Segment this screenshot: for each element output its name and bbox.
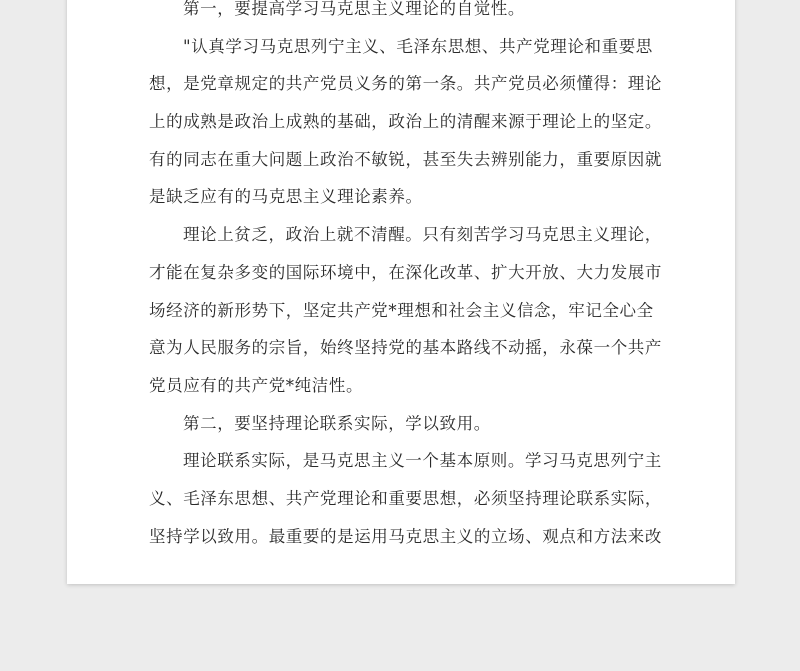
paragraph-line: 理论上贫乏，政治上就不清醒。只有刻苦学习马克思主义理论， [183,225,662,245]
paragraph-line: 义、毛泽东思想、共产党理论和重要思想，必须坚持理论联系实际， [149,488,662,508]
paragraph-line: 意为人民服务的宗旨，始终坚持党的基本路线不动摇，永葆一个共产 [149,338,662,358]
paragraph-line: 上的成熟是政治上成熟的基础，政治上的清醒来源于理论上的坚定。 [149,112,662,132]
document-body [149,0,662,555]
paragraph-line: 有的同志在重大问题上政治不敏锐，甚至失去辨别能力，重要原因就 [149,149,662,169]
heading-line: 第二，要坚持理论联系实际，学以致用。 [183,413,491,433]
paragraph-line: 理论联系实际，是马克思主义一个基本原则。学习马克思列宁主 [183,451,662,471]
paragraph-line: 坚持学以致用。最重要的是运用马克思主义的立场、观点和方法来改 [149,526,662,546]
paragraph-line: 才能在复杂多变的国际环境中，在深化改革、扩大开放、大力发展市 [149,262,662,282]
paragraph-line: 场经济的新形势下，坚定共产党*理想和社会主义信念，牢记全心全 [149,300,654,320]
paragraph-line: 是缺乏应有的马克思主义理论素养。 [149,187,423,207]
paragraph-line: 想，是党章规定的共产党员义务的第一条。共产党员必须懂得：理论 [149,74,662,94]
paragraph-line: 党员应有的共产党*纯洁性。 [149,375,364,395]
heading-line: 第一，要提高学习马克思主义理论的自觉性。 [183,0,525,18]
paragraph-line: "认真学习马克思列宁主义、毛泽东思想、共产党理论和重要思 [183,36,653,56]
